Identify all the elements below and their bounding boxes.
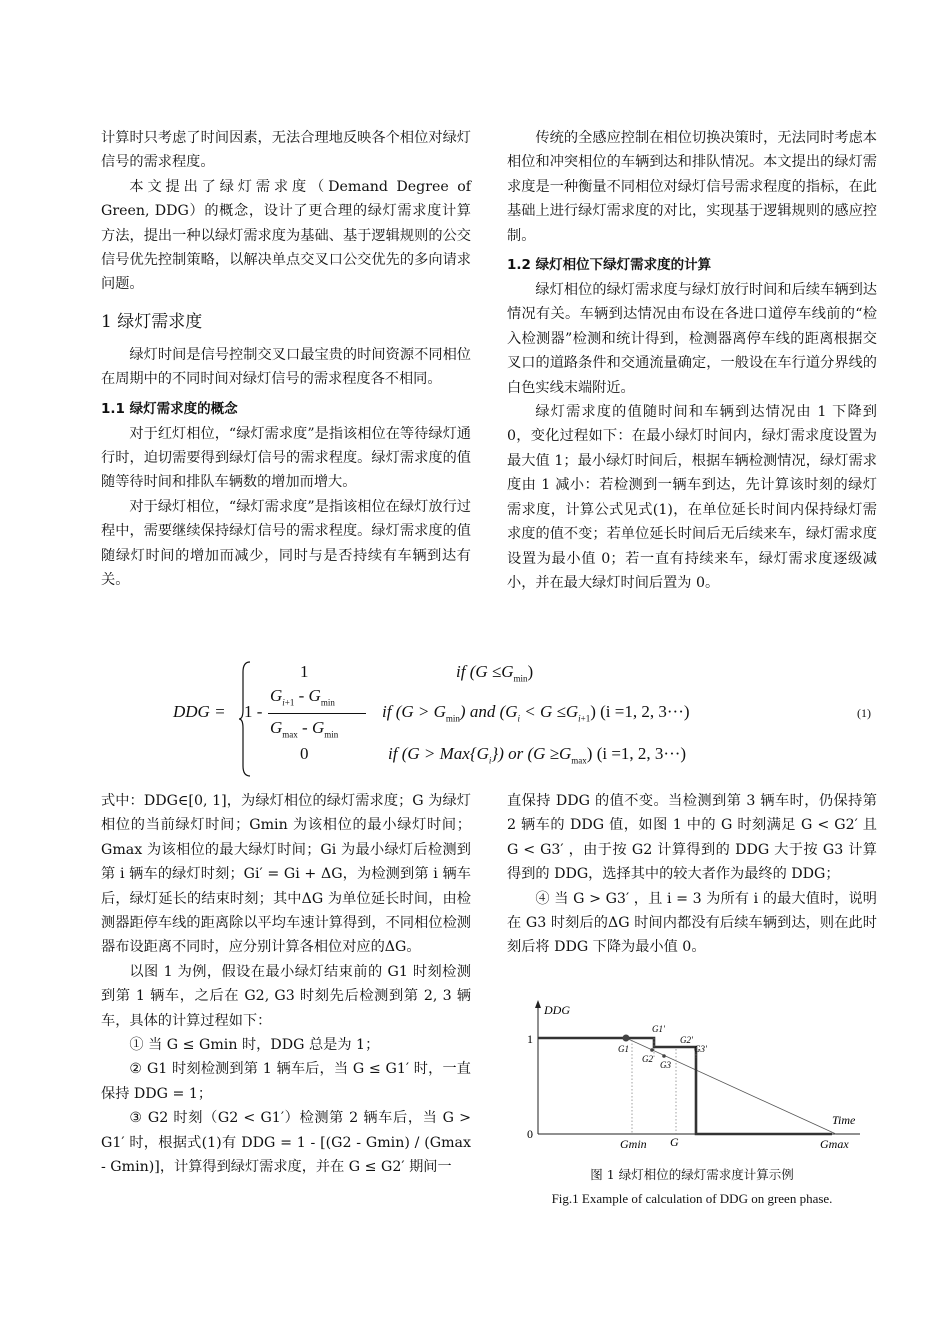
ddg-step-line <box>538 1038 832 1134</box>
left-column-top <box>101 126 471 593</box>
equation-number: (1) <box>857 706 871 720</box>
case-2-denominator: $G_{max} - G_{min}$ <box>270 718 339 740</box>
paragraph-green-phase: 对于绿灯相位，“绿灯需求度”是指该相位在绿灯放行过程中，需要继续保持绿灯信号的需求程度。绿灯需求度的值随绿灯时间的增加而减少，同时与是否持续有车辆到达有关。 <box>101 498 471 589</box>
figure-1-ddg-chart <box>514 998 876 1158</box>
subsection-heading-1-2: 1.2 绿灯相位下绿灯需求度的计算 <box>507 257 712 274</box>
y-axis-arrow <box>535 1000 541 1008</box>
point-g2 <box>650 1048 654 1052</box>
step-3-continuation: 直保持 DDG 的值不变。当检测到第 3 辆车时，仍保持第 2 辆车的 DDG 值，如图 1 中的 G 时刻满足 G < G2′ 且 G < G3′ ，由于按 G2 计算得到的 DDG 大于按 G3 计算得到的 DDG，选择其中的较大者作为最终的 DDG； <box>507 793 877 883</box>
fraction-bar <box>268 713 366 714</box>
x-label-gmax: Gmax <box>820 1137 849 1151</box>
section-heading-1: 1 绿灯需求度 <box>101 311 203 332</box>
x-axis-label: Time <box>832 1113 856 1127</box>
label-g2: G2 <box>642 1054 653 1064</box>
label-g1: G1 <box>618 1044 629 1054</box>
label-g3: G3 <box>660 1060 671 1070</box>
paragraph-continuation: 计算时只考虑了时间因素，无法合理地反映各个相位对绿灯信号的需求程度。 <box>101 130 471 171</box>
step-3: ③ G2 时刻（G2 < G1′）检测第 2 辆车后，当 G > G1′ 时，根据式(1)有 DDG = 1 - [(G2 - Gmin) / (Gmax - Gmin)]，计算得到绿灯需求度，并在 G ≤ G2′ 期间一 <box>101 1110 471 1176</box>
label-g2prime: G2' <box>680 1035 693 1045</box>
equation-lhs: DDG = <box>173 702 226 721</box>
left-column-bottom <box>101 789 471 1180</box>
right-column-top <box>507 126 877 595</box>
paragraph-actuated-control: 传统的全感应控制在相位切换决策时，无法同时考虑本相位和冲突相位的车辆到达和排队情况。本文提出的绿灯需求度是一种衡量不同相位对绿灯信号需求程度的指标，在此基础上进行绿灯需求度的对比，实现基于逻辑规则的感应控制。 <box>507 130 877 244</box>
case-2-condition: if $(G > G_{min})$ and $(G_i < G \le G_{i+1})$ (i =1, 2, 3···) <box>382 702 690 724</box>
y-tick-1: 1 <box>527 1032 533 1046</box>
paragraph-example-intro: 以图 1 为例，假设在最小绿灯结束前的 G1 时刻检测到第 1 辆车，之后在 G2, G3 时刻先后检测到第 2, 3 辆车，具体的计算过程如下： <box>101 963 471 1029</box>
step-2: ② G1 时刻检测到第 1 辆车后，当 G ≤ G1′ 时，一直保持 DDG = 1； <box>101 1061 471 1102</box>
label-g1prime: G1' <box>652 1024 665 1034</box>
paragraph-ddg-intro: 本文提出了绿灯需求度（Demand Degree of Green, DDG）的概念，设计了更合理的绿灯需求度计算方法，提出一种以绿灯需求度为基础、基于逻辑规则的公交信号优先控制策略，以解决单点交叉口公交优先的多向请求问题。 <box>101 178 471 293</box>
paragraph-ddg-process: 绿灯需求度的值随时间和车辆到达情况由 1 下降到 0，变化过程如下：在最小绿灯时间内，绿灯需求度设置为最大值 1；最小绿灯时间后，根据车辆检测情况，绿灯需求度由 1 减小：若检测到一辆车到达，先计算该时刻的绿灯需求度，计算公式见式(1)，在单位延长时间内保持绿灯需求度的值不变；若单位延长时间后无后续来车，绿灯需求度设置为最小值 0；若一直有持续来车，绿灯需求度逐级减小，并在最大绿灯时间后置为 0。 <box>507 404 877 591</box>
step-4: ④ 当 G > G3′ ，且 i = 3 为所有 i 的最大值时，说明在 G3 时刻后的ΔG 时间内都没有后续车辆到达，则在此时刻后将 DDG 下降为最小值 0。 <box>507 890 877 956</box>
step-1: ① 当 G ≤ Gmin 时，DDG 总是为 1； <box>129 1037 380 1054</box>
right-column-bottom <box>507 789 877 960</box>
paragraph-detector: 绿灯相位的绿灯需求度与绿灯放行时间和后续车辆到达情况有关。车辆到达情况由布设在各进口道停车线前的“检入检测器”检测和统计得到，检测器离停车线的距离根据交叉口的道路条件和交通流量确定，一般设在车行道分界线的白色实线末端附近。 <box>507 282 877 396</box>
figure-caption-english: Fig.1 Example of calculation of DDG on green phase. <box>551 1191 833 1206</box>
x-label-g: G <box>670 1135 679 1149</box>
x-label-gmin: Gmin <box>620 1137 647 1151</box>
y-axis-label: DDG <box>544 1003 570 1017</box>
figure-caption-chinese: 图 1 绿灯相位的绿灯需求度计算示例 <box>590 1167 794 1182</box>
point-g3 <box>662 1054 666 1058</box>
paragraph-definitions: 式中：DDG∈[0, 1]，为绿灯相位的绿灯需求度；G 为绿灯相位的当前绿灯时间；Gmin 为该相位的最小绿灯时间；Gmax 为该相位的最大绿灯时间；Gi 为最小绿灯后检测到第 i 辆车的绿灯时刻；Gi′ = Gi + ΔG，为检测到第 i 辆车后，绿灯延长的结束时刻；其中ΔG 为单位延长时间，由检测器距停车线的距离除以平均车速计算得到，不同相位检测器布设距离不同时，应分别计算各相位对应的ΔG。 <box>101 793 471 956</box>
case-1-value: 1 <box>300 662 309 681</box>
paragraph-green-time: 绿灯时间是信号控制交叉口最宝贵的时间资源不同相位在周期中的不同时间对绿灯信号的需求程度各不相同。 <box>101 346 471 388</box>
label-g3prime: G3' <box>694 1044 707 1054</box>
case-2-prefix: 1 - <box>244 702 263 721</box>
case-3-value: 0 <box>300 744 309 763</box>
reference-diagonal <box>626 1038 836 1134</box>
subsection-heading-1-1: 1.1 绿灯需求度的概念 <box>101 400 238 417</box>
paragraph-red-phase: 对于红灯相位，“绿灯需求度”是指该相位在等待绿灯通行时，迫切需要得到绿灯信号的需求程度。绿灯需求度的值随等待时间和排队车辆数的增加而增大。 <box>101 425 471 491</box>
case-3-condition: if $(G > Max\{G_i\})$ or $(G \ge G_{max})$ (i =1, 2, 3···) <box>388 744 687 766</box>
y-tick-0: 0 <box>527 1127 533 1141</box>
case-1-condition: if $(G \le G_{min})$ <box>456 662 534 684</box>
point-g1 <box>623 1035 630 1042</box>
equation-brace <box>238 660 252 778</box>
case-2-numerator: $G_{i+1} - G_{min}$ <box>270 686 335 708</box>
